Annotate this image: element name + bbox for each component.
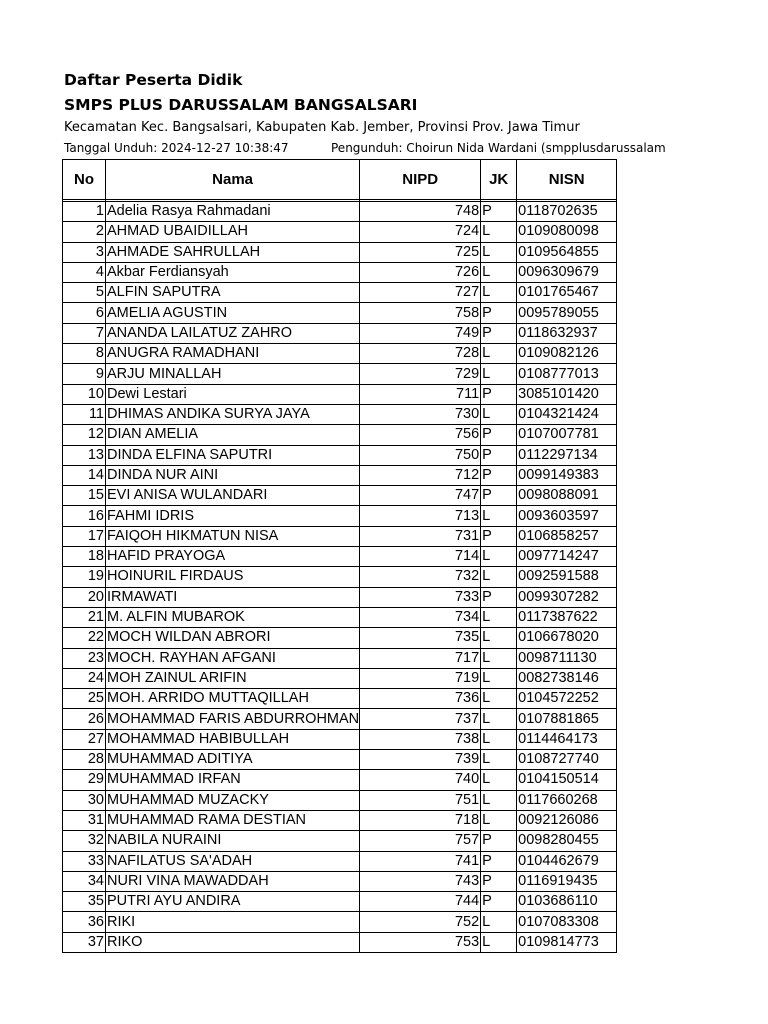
cell-jk: P (481, 892, 517, 912)
cell-jk: L (481, 932, 517, 952)
table-row (63, 892, 617, 912)
cell-no: 33 (63, 851, 106, 871)
cell-no: 15 (63, 486, 106, 506)
cell-nama: ANUGRA RAMADHANI (106, 344, 360, 364)
cell-nipd: 744 (360, 892, 481, 912)
cell-no: 24 (63, 668, 106, 688)
cell-jk: L (481, 668, 517, 688)
table-row (63, 202, 617, 222)
cell-nama: FAIQOH HIKMATUN NISA (106, 526, 360, 546)
cell-nama: ALFIN SAPUTRA (106, 283, 360, 303)
cell-jk: L (481, 648, 517, 668)
cell-no: 18 (63, 547, 106, 567)
cell-jk: L (481, 364, 517, 384)
cell-nama: M. ALFIN MUBAROK (106, 607, 360, 627)
cell-nisn: 0098280455 (517, 831, 617, 851)
cell-nisn: 0099149383 (517, 465, 617, 485)
header-jk: JK (481, 160, 517, 200)
table-row (63, 526, 617, 546)
table-row (63, 364, 617, 384)
table-row (63, 810, 617, 830)
cell-jk: L (481, 770, 517, 790)
table-row (63, 303, 617, 323)
cell-no: 32 (63, 831, 106, 851)
cell-no: 10 (63, 384, 106, 404)
cell-nisn: 0104462679 (517, 851, 617, 871)
table-row (63, 506, 617, 526)
cell-nisn: 0082738146 (517, 668, 617, 688)
cell-no: 6 (63, 303, 106, 323)
cell-nipd: 738 (360, 729, 481, 749)
cell-no: 13 (63, 445, 106, 465)
cell-nisn: 0095789055 (517, 303, 617, 323)
cell-jk: P (481, 445, 517, 465)
cell-nama: EVI ANISA WULANDARI (106, 486, 360, 506)
table-row (63, 404, 617, 424)
cell-nisn: 0109082126 (517, 344, 617, 364)
cell-nipd: 730 (360, 404, 481, 424)
table-row (63, 851, 617, 871)
cell-no: 20 (63, 587, 106, 607)
cell-no: 28 (63, 750, 106, 770)
cell-nama: DINDA ELFINA SAPUTRI (106, 445, 360, 465)
cell-jk: P (481, 587, 517, 607)
download-date: Tanggal Unduh: 2024-12-27 10:38:47 (64, 141, 289, 155)
cell-no: 21 (63, 607, 106, 627)
header-nipd: NIPD (360, 160, 481, 200)
cell-nipd: 731 (360, 526, 481, 546)
cell-nisn: 0104572252 (517, 689, 617, 709)
cell-nipd: 736 (360, 689, 481, 709)
cell-nipd: 728 (360, 344, 481, 364)
cell-nama: ARJU MINALLAH (106, 364, 360, 384)
cell-no: 7 (63, 323, 106, 343)
cell-no: 37 (63, 932, 106, 952)
cell-nisn: 0093603597 (517, 506, 617, 526)
table-row (63, 344, 617, 364)
cell-no: 27 (63, 729, 106, 749)
cell-jk: L (481, 344, 517, 364)
cell-no: 16 (63, 506, 106, 526)
cell-nama: AHMAD UBAIDILLAH (106, 222, 360, 242)
cell-no: 11 (63, 404, 106, 424)
cell-nama: AMELIA AGUSTIN (106, 303, 360, 323)
cell-nisn: 0109080098 (517, 222, 617, 242)
table-row (63, 628, 617, 648)
table-body (63, 200, 617, 953)
document-title: Daftar Peserta Didik (64, 71, 243, 89)
cell-no: 36 (63, 912, 106, 932)
cell-no: 23 (63, 648, 106, 668)
cell-nipd: 733 (360, 587, 481, 607)
cell-nama: NAFILATUS SA'ADAH (106, 851, 360, 871)
table-row (63, 567, 617, 587)
cell-nipd: 737 (360, 709, 481, 729)
cell-nipd: 758 (360, 303, 481, 323)
cell-no: 34 (63, 871, 106, 891)
cell-nipd: 756 (360, 425, 481, 445)
cell-nama: RIKI (106, 912, 360, 932)
cell-nama: MOH. ARRIDO MUTTAQILLAH (106, 689, 360, 709)
table-row (63, 283, 617, 303)
cell-jk: P (481, 831, 517, 851)
table-row (63, 607, 617, 627)
cell-jk: P (481, 465, 517, 485)
cell-nisn: 0109564855 (517, 242, 617, 262)
cell-nisn: 0107007781 (517, 425, 617, 445)
cell-nama: MUHAMMAD IRFAN (106, 770, 360, 790)
cell-nisn: 0112297134 (517, 445, 617, 465)
cell-no: 19 (63, 567, 106, 587)
cell-nama: MOCH. RAYHAN AFGANI (106, 648, 360, 668)
cell-nama: Akbar Ferdiansyah (106, 262, 360, 282)
cell-jk: L (481, 709, 517, 729)
cell-nipd: 724 (360, 222, 481, 242)
cell-nipd: 752 (360, 912, 481, 932)
cell-nama: NURI VINA MAWADDAH (106, 871, 360, 891)
cell-nama: NABILA NURAINI (106, 831, 360, 851)
cell-nipd: 725 (360, 242, 481, 262)
cell-no: 14 (63, 465, 106, 485)
cell-jk: L (481, 222, 517, 242)
table-row (63, 668, 617, 688)
cell-jk: P (481, 303, 517, 323)
cell-jk: L (481, 262, 517, 282)
cell-jk: L (481, 810, 517, 830)
downloader: Pengunduh: Choirun Nida Wardani (smpplusdarussalam (331, 141, 666, 155)
cell-nipd: 739 (360, 750, 481, 770)
cell-jk: L (481, 506, 517, 526)
cell-jk: L (481, 547, 517, 567)
cell-no: 2 (63, 222, 106, 242)
cell-nipd: 735 (360, 628, 481, 648)
cell-nama: Adelia Rasya Rahmadani (106, 202, 360, 222)
location-line: Kecamatan Kec. Bangsalsari, Kabupaten Kab. Jember, Provinsi Prov. Jawa Timur (64, 120, 580, 135)
table-row (63, 871, 617, 891)
cell-nisn: 0092591588 (517, 567, 617, 587)
table-row (63, 689, 617, 709)
cell-nipd: 732 (360, 567, 481, 587)
cell-nama: AHMADE SAHRULLAH (106, 242, 360, 262)
cell-nama: MUHAMMAD MUZACKY (106, 790, 360, 810)
cell-nama: IRMAWATI (106, 587, 360, 607)
student-table (62, 159, 617, 953)
table-row (63, 932, 617, 952)
cell-nama: FAHMI IDRIS (106, 506, 360, 526)
cell-nisn: 0098088091 (517, 486, 617, 506)
cell-nisn: 0092126086 (517, 810, 617, 830)
table-header-row (63, 160, 617, 200)
cell-nipd: 734 (360, 607, 481, 627)
cell-nipd: 727 (360, 283, 481, 303)
cell-no: 26 (63, 709, 106, 729)
cell-nipd: 753 (360, 932, 481, 952)
cell-nama: MOHAMMAD FARIS ABDURROHMAN (106, 709, 360, 729)
cell-nisn: 0096309679 (517, 262, 617, 282)
cell-nisn: 0118632937 (517, 323, 617, 343)
table-row (63, 323, 617, 343)
cell-no: 3 (63, 242, 106, 262)
cell-nama: ANANDA LAILATUZ ZAHRO (106, 323, 360, 343)
cell-nisn: 0118702635 (517, 202, 617, 222)
cell-nama: MUHAMMAD RAMA DESTIAN (106, 810, 360, 830)
cell-nipd: 714 (360, 547, 481, 567)
table-row (63, 709, 617, 729)
cell-nipd: 717 (360, 648, 481, 668)
header-nama: Nama (106, 160, 360, 200)
cell-jk: L (481, 607, 517, 627)
cell-jk: P (481, 871, 517, 891)
table-row (63, 648, 617, 668)
cell-nisn: 0098711130 (517, 648, 617, 668)
cell-nipd: 718 (360, 810, 481, 830)
cell-jk: P (481, 384, 517, 404)
cell-nisn: 0108777013 (517, 364, 617, 384)
cell-jk: P (481, 202, 517, 222)
cell-no: 29 (63, 770, 106, 790)
cell-jk: L (481, 689, 517, 709)
table-row (63, 547, 617, 567)
cell-jk: L (481, 242, 517, 262)
cell-nama: DIAN AMELIA (106, 425, 360, 445)
cell-no: 4 (63, 262, 106, 282)
school-name: SMPS PLUS DARUSSALAM BANGSALSARI (64, 96, 418, 114)
cell-no: 35 (63, 892, 106, 912)
cell-nipd: 713 (360, 506, 481, 526)
cell-nipd: 741 (360, 851, 481, 871)
cell-nisn: 0106858257 (517, 526, 617, 546)
cell-nisn: 0103686110 (517, 892, 617, 912)
cell-jk: L (481, 790, 517, 810)
cell-jk: P (481, 425, 517, 445)
table-row (63, 445, 617, 465)
table-row (63, 465, 617, 485)
cell-jk: L (481, 750, 517, 770)
cell-nama: PUTRI AYU ANDIRA (106, 892, 360, 912)
cell-jk: P (481, 851, 517, 871)
cell-nama: MOCH WILDAN ABRORI (106, 628, 360, 648)
cell-nisn: 0117660268 (517, 790, 617, 810)
cell-jk: L (481, 912, 517, 932)
cell-jk: P (481, 526, 517, 546)
cell-nipd: 749 (360, 323, 481, 343)
cell-nisn: 0114464173 (517, 729, 617, 749)
table-row (63, 750, 617, 770)
table-row (63, 831, 617, 851)
table-row (63, 384, 617, 404)
cell-nipd: 747 (360, 486, 481, 506)
cell-nipd: 740 (360, 770, 481, 790)
cell-no: 5 (63, 283, 106, 303)
cell-nisn: 0108727740 (517, 750, 617, 770)
cell-no: 17 (63, 526, 106, 546)
cell-no: 12 (63, 425, 106, 445)
cell-nisn: 0101765467 (517, 283, 617, 303)
table-row (63, 486, 617, 506)
cell-jk: L (481, 729, 517, 749)
cell-jk: L (481, 404, 517, 424)
header-nisn: NISN (517, 160, 617, 200)
cell-jk: P (481, 323, 517, 343)
cell-nisn: 0107083308 (517, 912, 617, 932)
cell-nipd: 711 (360, 384, 481, 404)
header-no: No (63, 160, 106, 200)
cell-no: 1 (63, 202, 106, 222)
table-row (63, 262, 617, 282)
cell-no: 22 (63, 628, 106, 648)
cell-nipd: 726 (360, 262, 481, 282)
table-row (63, 242, 617, 262)
cell-nisn: 0099307282 (517, 587, 617, 607)
cell-nipd: 750 (360, 445, 481, 465)
table-row (63, 222, 617, 242)
cell-nama: MUHAMMAD ADITIYA (106, 750, 360, 770)
cell-nipd: 751 (360, 790, 481, 810)
cell-jk: L (481, 283, 517, 303)
cell-nipd: 729 (360, 364, 481, 384)
table-row (63, 729, 617, 749)
cell-jk: L (481, 628, 517, 648)
cell-nipd: 712 (360, 465, 481, 485)
cell-nipd: 748 (360, 202, 481, 222)
cell-no: 31 (63, 810, 106, 830)
cell-nama: DHIMAS ANDIKA SURYA JAYA (106, 404, 360, 424)
cell-no: 30 (63, 790, 106, 810)
cell-nisn: 0097714247 (517, 547, 617, 567)
table-row (63, 790, 617, 810)
table-row (63, 587, 617, 607)
table-row (63, 912, 617, 932)
cell-nisn: 3085101420 (517, 384, 617, 404)
cell-no: 9 (63, 364, 106, 384)
cell-nipd: 719 (360, 668, 481, 688)
cell-nisn: 0117387622 (517, 607, 617, 627)
cell-nipd: 743 (360, 871, 481, 891)
table-row (63, 770, 617, 790)
cell-nisn: 0106678020 (517, 628, 617, 648)
cell-nipd: 757 (360, 831, 481, 851)
cell-nama: RIKO (106, 932, 360, 952)
cell-no: 25 (63, 689, 106, 709)
cell-nisn: 0104150514 (517, 770, 617, 790)
cell-nisn: 0104321424 (517, 404, 617, 424)
cell-nama: MOH ZAINUL ARIFIN (106, 668, 360, 688)
cell-nisn: 0116919435 (517, 871, 617, 891)
cell-jk: L (481, 567, 517, 587)
cell-nama: HOINURIL FIRDAUS (106, 567, 360, 587)
cell-nama: DINDA NUR AINI (106, 465, 360, 485)
cell-nama: MOHAMMAD HABIBULLAH (106, 729, 360, 749)
cell-nama: Dewi Lestari (106, 384, 360, 404)
cell-no: 8 (63, 344, 106, 364)
cell-jk: P (481, 486, 517, 506)
cell-nisn: 0109814773 (517, 932, 617, 952)
cell-nama: HAFID PRAYOGA (106, 547, 360, 567)
table-row (63, 425, 617, 445)
cell-nisn: 0107881865 (517, 709, 617, 729)
